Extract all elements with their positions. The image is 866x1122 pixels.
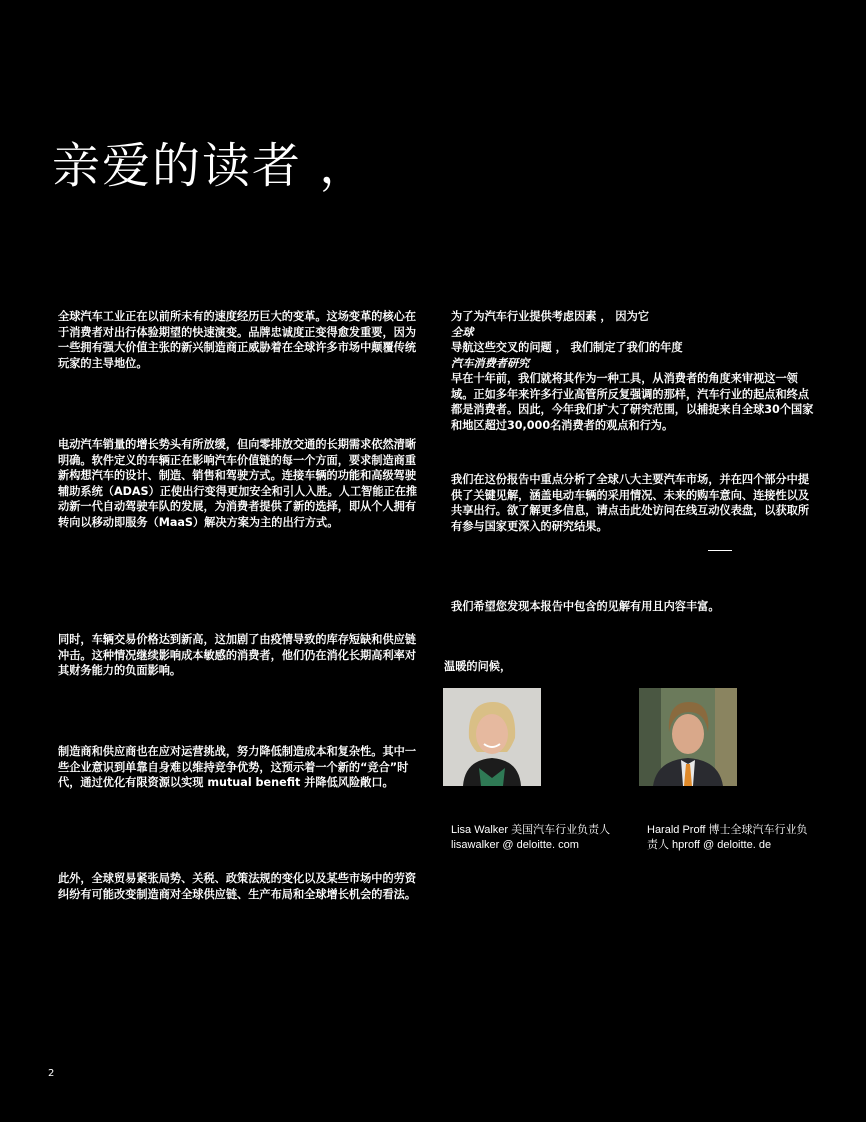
- study-line-global: 全球: [451, 325, 474, 339]
- study-paragraph: [451, 309, 815, 433]
- study-line-5: 早在十年前，我们就将其作为一种工具，从消费者的角度来审视这一领域。正如多年来许多行业高管所反复强调的那样，汽车行业的起点和终点都是消费者。因此，今年我们扩大了研究范围，以捕捉来自全球30个国家和地区超过30,000名消费者的观点和行为。: [451, 372, 814, 432]
- study-name: 汽车消费者研究: [451, 356, 530, 370]
- greeting: 温暖的问候，: [444, 660, 512, 673]
- study-line-3: 导航这些交叉的问题 ， 我们制定了我们的年度: [451, 341, 683, 354]
- divider: [708, 550, 732, 551]
- harald-proff-caption: Harald Proff 博士全球汽车行业负责人 hproff @ deloitte. de: [647, 824, 808, 851]
- trade-paragraph: 此外，全球贸易紧张局势、关税、政策法规的变化以及某些市场中的劳资纠纷有可能改变制造商对全球供应链、生产布局和全球增长机会的看法。: [58, 872, 417, 901]
- lisa-walker-caption: Lisa Walker 美国汽车行业负责人 lisawalker @ deloitte. com: [451, 824, 611, 851]
- markets-paragraph: 我们在这份报告中重点分析了全球八大主要汽车市场，并在四个部分中提供了关键见解，涵盖电动车辆的采用情况、未来的购车意向、连接性以及共享出行。欲了解更多信息，请点击此处访问在线互动仪表盘，以获取所有参与国家更深入的研究结果。: [451, 473, 810, 533]
- pricing-paragraph: 同时，车辆交易价格达到新高，这加剧了由疫情导致的库存短缺和供应链冲击。这种情况继续影响成本敏感的消费者，他们仍在消化长期高利率对其财务能力的负面影响。: [58, 633, 417, 677]
- page-number: 2: [48, 1068, 55, 1079]
- operations-paragraph: 制造商和供应商也在应对运营挑战，努力降低制造成本和复杂性。其中一些企业意识到单靠自身难以维持竞争优势，这预示着一个新的“竞合”时代，通过优化有限资源以实现 mutual benefit 并降低风险敞口。: [58, 745, 417, 789]
- intro-paragraph: 全球汽车工业正在以前所未有的速度经历巨大的变革。这场变革的核心在于消费者对出行体验期望的快速演变。品牌忠诚度正变得愈发重要，因为一些拥有强大价值主张的新兴制造商正威胁着在全球许多市场中颠覆传统玩家的主导地位。: [58, 310, 417, 370]
- study-line-1: 为了为汽车行业提供考虑因素 ， 因为它: [451, 310, 649, 323]
- ev-paragraph: 电动汽车销量的增长势头有所放缓，但向零排放交通的长期需求依然清晰明确。软件定义的车辆正在影响汽车价值链的每一个方面，要求制造商重新构想汽车的设计、制造、销售和驾驶方式。连接车辆的功能和高级驾驶辅助系统（ADAS）正使出行变得更加安全和引人入胜。人工智能正在推动新一代自动驾驶车队的发展，为消费者提供了新的选择，即从个人拥有转向以移动即服务（MaaS）解决方案为主的出行方式。: [58, 438, 418, 529]
- harald-proff-photo: [639, 688, 737, 786]
- closing-paragraph: 我们希望您发现本报告中包含的见解有用且内容丰富。: [451, 600, 720, 613]
- page-title: 亲爱的读者 ，: [52, 138, 370, 194]
- lisa-walker-photo: [443, 688, 541, 786]
